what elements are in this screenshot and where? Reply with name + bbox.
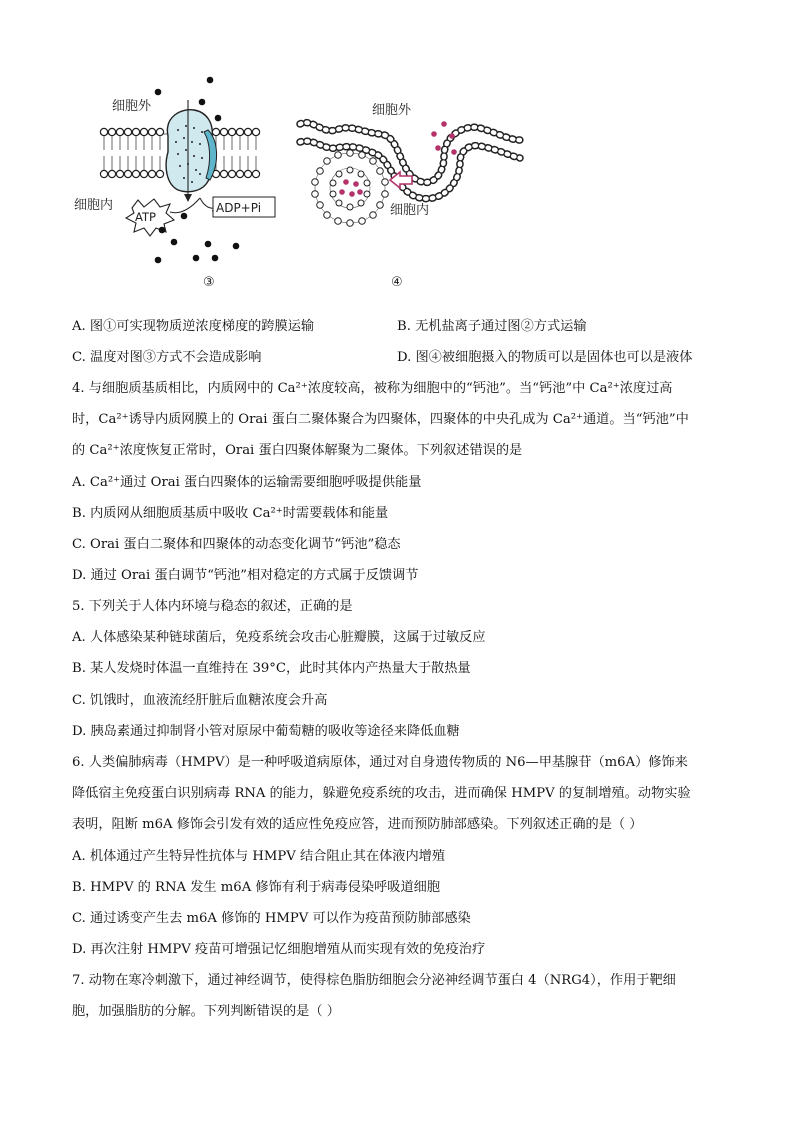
q5-option-d: D. 胰岛素通过抑制肾小管对原尿中葡萄糖的吸收等途径来降低血糖	[72, 724, 460, 739]
q4-option-b: B. 内质网从细胞质基质中吸收 Ca²⁺时需要载体和能量	[72, 506, 389, 521]
q5-option-a: A. 人体感染某种链球菌后，免疫系统会攻击心脏瓣膜，这属于过敏反应	[72, 630, 486, 645]
q7-stem-line-2: 胞，加强脂肪的分解。下列判断错误的是（ ）	[72, 1004, 340, 1019]
atp-label: ATP	[135, 210, 156, 224]
q4-option-c: C. Orai 蛋白二聚体和四聚体的动态变化调节“钙池”稳态	[72, 537, 401, 552]
q3-option-b: B. 无机盐离子通过图②方式运输	[397, 319, 587, 334]
q6-stem-line-1: 6. 人类偏肺病毒（HMPV）是一种呼吸道病原体，通过对自身遗传物质的 N6—甲基腺苷（m6A）修饰来	[72, 755, 688, 770]
q3-option-c: C. 温度对图③方式不会造成影响	[72, 350, 262, 365]
q4-stem-line-3: 的 Ca²⁺浓度恢复正常时，Orai 蛋白四聚体解聚为二聚体。下列叙述错误的是	[72, 443, 523, 458]
panel3-inside-label: 细胞内	[74, 198, 114, 213]
membrane-transport-figure	[60, 70, 530, 300]
q7-stem-line-1: 7. 动物在寒冷刺激下，通过神经调节，使得棕色脂肪细胞会分泌神经调节蛋白 4（NRG4），作用于靶细	[72, 973, 676, 988]
q5-option-b: B. 某人发烧时体温一直维持在 39°C，此时其体内产热量大于散热量	[72, 661, 471, 676]
q6-option-b: B. HMPV 的 RNA 发生 m6A 修饰有利于病毒侵染呼吸道细胞	[72, 880, 441, 895]
q6-stem-line-3: 表明，阻断 m6A 修饰会引发有效的适应性免疫应答，进而预防肺部感染。下列叙述正确的是（ ）	[72, 817, 643, 832]
q4-option-d: D. 通过 Orai 蛋白调节“钙池”相对稳定的方式属于反馈调节	[72, 568, 419, 583]
panel4-number: ④	[391, 275, 403, 290]
carrier-protein	[166, 100, 216, 202]
q6-option-c: C. 通过诱变产生去 m6A 修饰的 HMPV 可以作为疫苗预防肺部感染	[72, 911, 471, 926]
q3-option-d: D. 图④被细胞摄入的物质可以是固体也可以是液体	[397, 350, 693, 365]
q4-option-a: A. Ca²⁺通过 Orai 蛋白四聚体的运输需要细胞呼吸提供能量	[72, 475, 422, 490]
panel4-inside-label: 细胞内	[390, 203, 430, 218]
panel3-number: ③	[203, 275, 215, 290]
q6-stem-line-2: 降低宿主免疫蛋白识别病毒 RNA 的能力，躲避免疫系统的攻击，进而确保 HMPV 的复制增殖。动物实验	[72, 786, 691, 801]
panel3-outside-label: 细胞外	[112, 99, 152, 114]
q5-option-c: C. 饥饿时，血液流经肝脏后血糖浓度会升高	[72, 693, 328, 708]
q3-option-a: A. 图①可实现物质逆浓度梯度的跨膜运输	[72, 319, 315, 334]
adp-label: ADP+Pi	[216, 201, 262, 215]
q4-stem-line-1: 4. 与细胞质基质相比，内质网中的 Ca²⁺浓度较高，被称为细胞中的“钙池”。当“钙池”中 Ca²⁺浓度过高	[72, 381, 673, 396]
q6-option-a: A. 机体通过产生特异性抗体与 HMPV 结合阻止其在体液内增殖	[72, 849, 446, 864]
panel4-outside-label: 细胞外	[372, 103, 412, 118]
q6-option-d: D. 再次注射 HMPV 疫苗可增强记忆细胞增殖从而实现有效的免疫治疗	[72, 942, 486, 957]
q4-stem-line-2: 时，Ca²⁺诱导内质网膜上的 Orai 蛋白二聚体聚合为四聚体，四聚体的中央孔成为 Ca²⁺通道。当“钙池”中	[72, 412, 689, 427]
q5-stem: 5. 下列关于人体内环境与稳态的叙述，正确的是	[72, 599, 353, 614]
